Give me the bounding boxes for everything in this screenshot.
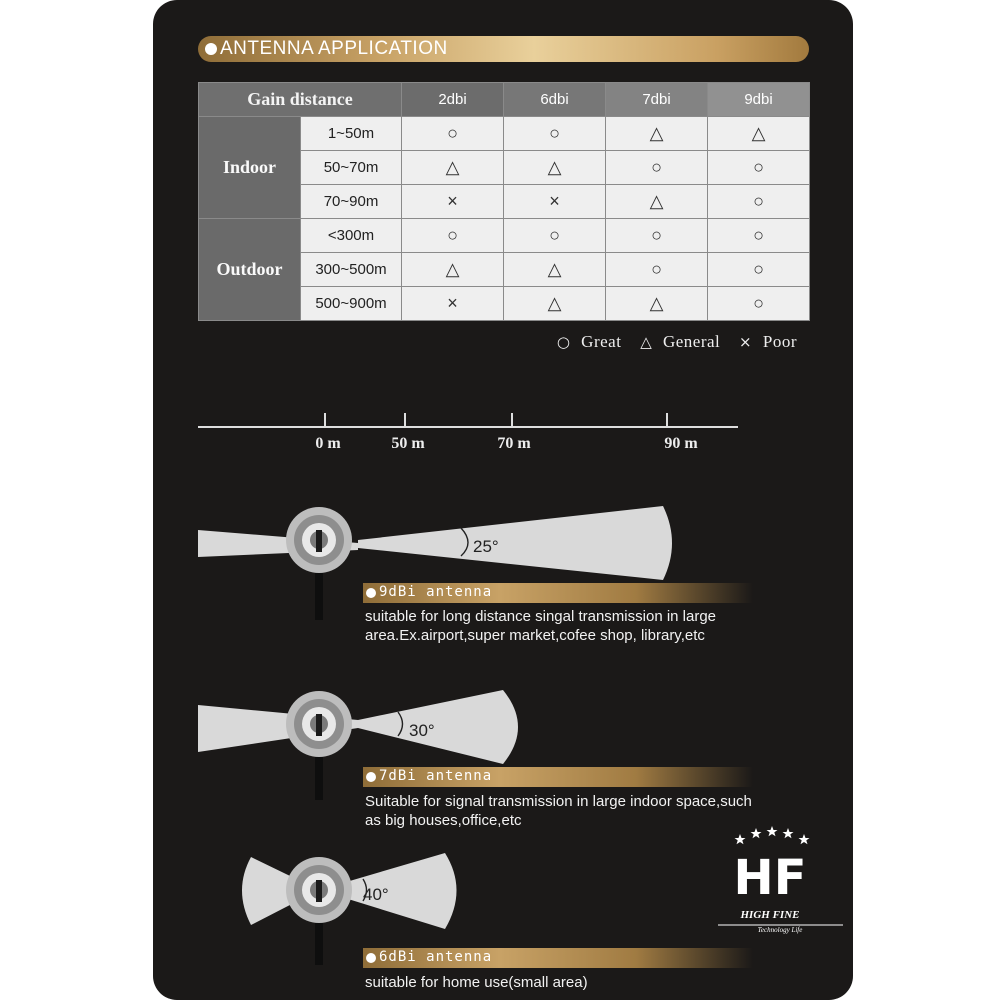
rating-cell: ○ <box>708 219 810 253</box>
rating-cell: △ <box>606 117 708 151</box>
antenna-title-bar <box>363 948 753 968</box>
radiation-pattern-6dbi <box>193 845 733 965</box>
beam-angle-label: 40° <box>363 885 389 904</box>
bullet-icon <box>366 588 376 598</box>
distance-cell: 70~90m <box>301 185 402 219</box>
antenna-description: Suitable for signal transmission in large indoor space,such as big houses,office,etc <box>365 793 752 829</box>
table-header-row <box>199 83 810 117</box>
poor-symbol-icon: × <box>739 333 753 351</box>
distance-scale <box>198 405 738 465</box>
rating-cell: △ <box>504 287 606 321</box>
antenna-mount-shape <box>316 530 322 552</box>
bullet-icon <box>366 953 376 963</box>
group-outdoor: Outdoor <box>199 219 301 321</box>
logo-name: HIGH FINE <box>740 909 800 921</box>
legend-general-label: General <box>662 332 721 351</box>
spec-card <box>153 0 853 1000</box>
antenna-title-bar <box>363 767 753 787</box>
rating-cell: ○ <box>606 253 708 287</box>
general-symbol-icon: △ <box>640 333 653 351</box>
scale-label: 50 m <box>391 435 425 452</box>
rating-cell: △ <box>606 287 708 321</box>
scale-tick <box>666 413 668 428</box>
bullet-icon <box>205 43 217 55</box>
legend-poor-label: Poor <box>762 332 797 351</box>
rating-cell: ○ <box>504 219 606 253</box>
main-beam-shape <box>358 690 518 764</box>
scale-line <box>198 426 738 428</box>
great-symbol-icon: ○ <box>556 333 571 351</box>
antenna-description: suitable for long distance singal transmission in large area.Ex.airport,super market,cofee shop, library,etc <box>365 608 717 644</box>
rating-cell: ○ <box>708 151 810 185</box>
table-row <box>199 219 810 253</box>
antenna-title-bar <box>363 583 753 603</box>
rating-cell: ○ <box>504 117 606 151</box>
rating-cell: × <box>402 287 504 321</box>
scale-label: 70 m <box>497 435 531 452</box>
antenna-mount-shape <box>316 714 322 736</box>
rating-cell: ○ <box>708 287 810 321</box>
header-gain-9dbi: 9dbi <box>708 83 810 117</box>
rating-cell: × <box>402 185 504 219</box>
header-gain-7dbi: 7dbi <box>606 83 708 117</box>
scale-tick <box>404 413 406 428</box>
rating-cell: ○ <box>708 185 810 219</box>
logo-tagline: Technology Life <box>757 926 803 934</box>
gain-distance-table <box>198 82 810 321</box>
distance-cell: 500~900m <box>301 287 402 321</box>
distance-cell: 50~70m <box>301 151 402 185</box>
header-gain-distance: Gain distance <box>199 83 402 117</box>
rating-cell: △ <box>402 151 504 185</box>
rating-cell: ○ <box>402 219 504 253</box>
rating-cell: △ <box>606 185 708 219</box>
header-gain-6dbi: 6dbi <box>504 83 606 117</box>
header-gain-2dbi: 2dbi <box>402 83 504 117</box>
section-title: ANTENNA APPLICATION <box>220 38 448 59</box>
rating-cell: △ <box>708 117 810 151</box>
table-row <box>199 117 810 151</box>
scale-label: 0 m <box>315 435 341 452</box>
antenna-title: 7dBi antenna <box>379 768 493 784</box>
logo-mark: HF <box>733 850 807 906</box>
rating-cell: ○ <box>708 253 810 287</box>
antenna-title: 9dBi antenna <box>379 584 493 600</box>
rating-cell: ○ <box>606 219 708 253</box>
scale-tick <box>324 413 326 428</box>
rating-legend <box>551 332 797 352</box>
beam-angle-label: 25° <box>473 537 499 556</box>
rating-cell: △ <box>504 151 606 185</box>
group-indoor: Indoor <box>199 117 301 219</box>
distance-cell: <300m <box>301 219 402 253</box>
distance-cell: 300~500m <box>301 253 402 287</box>
scale-label: 90 m <box>664 435 698 452</box>
main-beam-shape <box>358 506 672 580</box>
scale-tick <box>511 413 513 428</box>
rating-cell: × <box>504 185 606 219</box>
rating-cell: ○ <box>606 151 708 185</box>
antenna-description: suitable for home use(small area) <box>365 974 588 991</box>
rating-cell: △ <box>504 253 606 287</box>
rating-cell: △ <box>402 253 504 287</box>
section-title-bar <box>198 36 809 62</box>
antenna-mount-shape <box>316 880 322 902</box>
beam-angle-label: 30° <box>409 721 435 740</box>
bullet-icon <box>366 772 376 782</box>
star-icon <box>735 826 810 844</box>
high-fine-logo <box>718 822 848 942</box>
antenna-title: 6dBi antenna <box>379 949 493 965</box>
distance-cell: 1~50m <box>301 117 402 151</box>
rating-cell: ○ <box>402 117 504 151</box>
legend-great-label: Great <box>581 332 622 351</box>
